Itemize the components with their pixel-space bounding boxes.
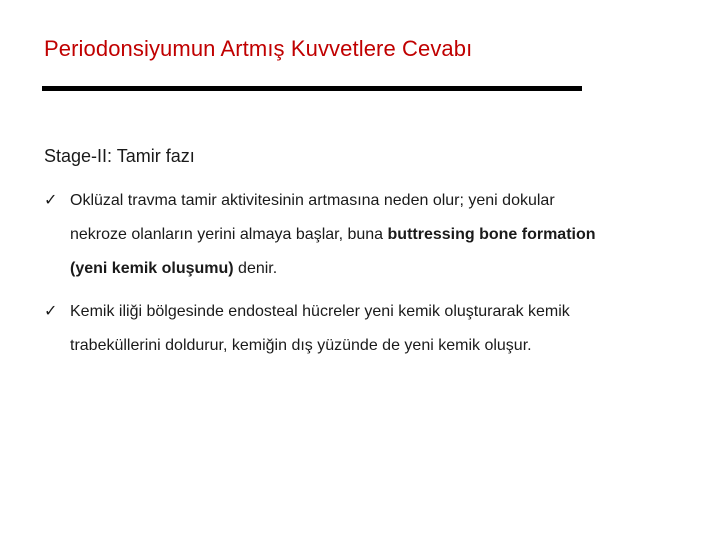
bullet-text-bold: (yeni kemik oluşumu) [70,260,234,277]
slide-title: Periodonsiyumun Artmış Kuvvetlere Cevabı [44,36,473,61]
bullet-line [70,252,690,286]
title-divider [42,86,582,91]
checkmark-icon: ✓ [44,192,58,209]
bullet-line: Oklüzal travma tamir aktivitesinin artmasına neden olur; yeni dokular [70,192,555,209]
bullet-text-plain: denir. [233,260,278,277]
bullet-text-bold: buttressing bone formation [387,226,596,243]
bullet-text [70,295,690,363]
bullet-line: trabeküllerini doldurur, kemiğin dış yüzünde de yeni kemik oluşur. [70,337,532,354]
bullet-line: Kemik iliği bölgesinde endosteal hücreler yeni kemik oluşturarak kemik [70,303,570,320]
bullet-text-plain: nekroze olanların yerini almaya başlar, buna [70,226,388,243]
bullet-line [70,218,690,252]
checkmark-icon: ✓ [44,303,58,320]
stage-heading: Stage-II: Tamir fazı [44,146,195,166]
bullet-text [70,184,690,286]
